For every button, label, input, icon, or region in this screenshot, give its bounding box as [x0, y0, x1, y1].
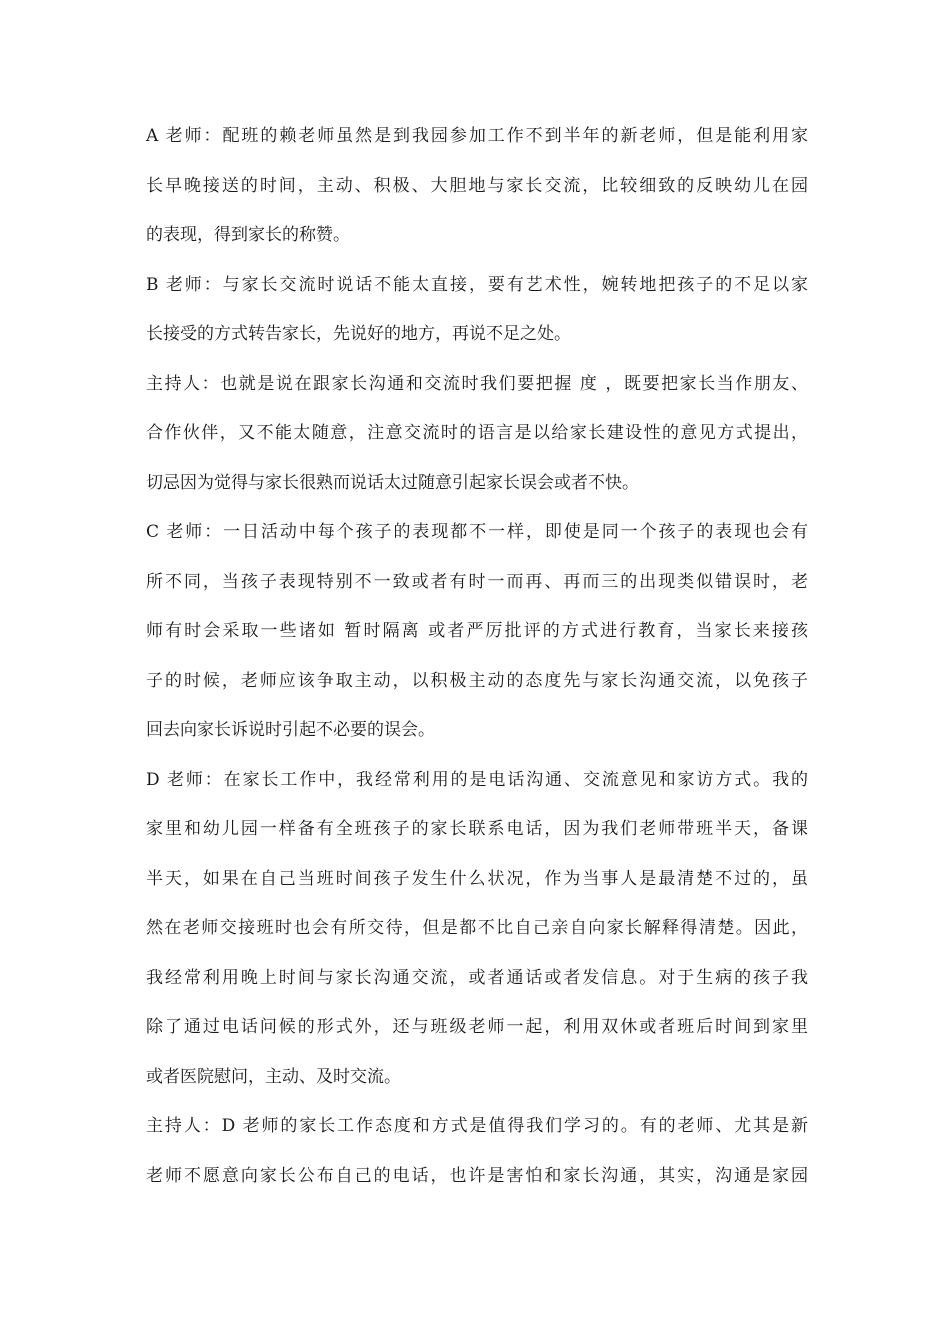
text-line: 师有时会采取一些诸如 暂时隔离 或者严厉批评的方式进行教育，当家长来接孩 [146, 621, 808, 641]
text-line: B 老师：与家长交流时说话不能太直接，要有艺术性，婉转地把孩子的不足以家 [146, 274, 808, 295]
document-body [146, 112, 808, 1201]
text-line: 长接受的方式转告家长，先说好的地方，再说不足之处。 [146, 324, 571, 344]
text-line: 回去向家长诉说时引起不必要的误会。 [146, 720, 435, 740]
paragraph-teacher-d [146, 756, 808, 1103]
text-line: 家里和幼儿园一样备有全班孩子的家长联系电话，因为我们老师带班半天，备课 [146, 819, 808, 839]
paragraph-teacher-b [146, 261, 808, 360]
text-line: 长早晚接送的时间，主动、积极、大胆地与家长交流，比较细致的反映幼儿在园 [146, 175, 808, 196]
paragraph-teacher-a [146, 112, 808, 261]
text-line: 的表现，得到家长的称赞。 [146, 225, 350, 245]
text-line: 切忌因为觉得与家长很熟而说话太过随意引起家长误会或者不快。 [146, 472, 639, 493]
paragraph-teacher-c [146, 508, 808, 756]
text-line: 主持人：D 老师的家长工作态度和方式是值得我们学习的。有的老师、尤其是新 [146, 1116, 808, 1136]
text-line: 老师不愿意向家长公布自己的电话，也许是害怕和家长沟通，其实，沟通是家园 [146, 1165, 808, 1186]
text-line: 所不同，当孩子表现特别不一致或者有时一而再、再而三的出现类似错误时，老 [146, 571, 808, 592]
text-line: D 老师：在家长工作中，我经常利用的是电话沟通、交流意见和家访方式。我的 [146, 769, 808, 790]
text-line: A 老师：配班的赖老师虽然是到我园参加工作不到半年的新老师，但是能利用家 [146, 126, 808, 146]
text-line: 或者医院慰问，主动、及时交流。 [146, 1066, 401, 1087]
text-line: 子的时候，老师应该争取主动，以积极主动的态度先与家长沟通交流，以免孩子 [146, 670, 808, 691]
text-line: 合作伙伴，又不能太随意，注意交流时的语言是以给家长建设性的意见方式提出， [146, 423, 808, 443]
text-line: 主持人：也就是说在跟家长沟通和交流时我们要把握 度 ，既要把家长当作朋友、 [146, 373, 808, 394]
text-line: 半天，如果在自己当班时间孩子发生什么状况，作为当事人是最清楚不过的，虽 [146, 868, 808, 889]
paragraph-host-1 [146, 360, 808, 509]
text-line: 然在老师交接班时也会有所交待，但是都不比自己亲自向家长解释得清楚。因此， [146, 918, 808, 938]
text-line: 我经常利用晚上时间与家长沟通交流，或者通话或者发信息。对于生病的孩子我 [146, 967, 808, 988]
paragraph-host-2 [146, 1102, 808, 1201]
text-line: 除了通过电话问候的形式外，还与班级老师一起，利用双休或者班后时间到家里 [146, 1017, 808, 1037]
text-line: C 老师：一日活动中每个孩子的表现都不一样，即使是同一个孩子的表现也会有 [146, 522, 808, 542]
